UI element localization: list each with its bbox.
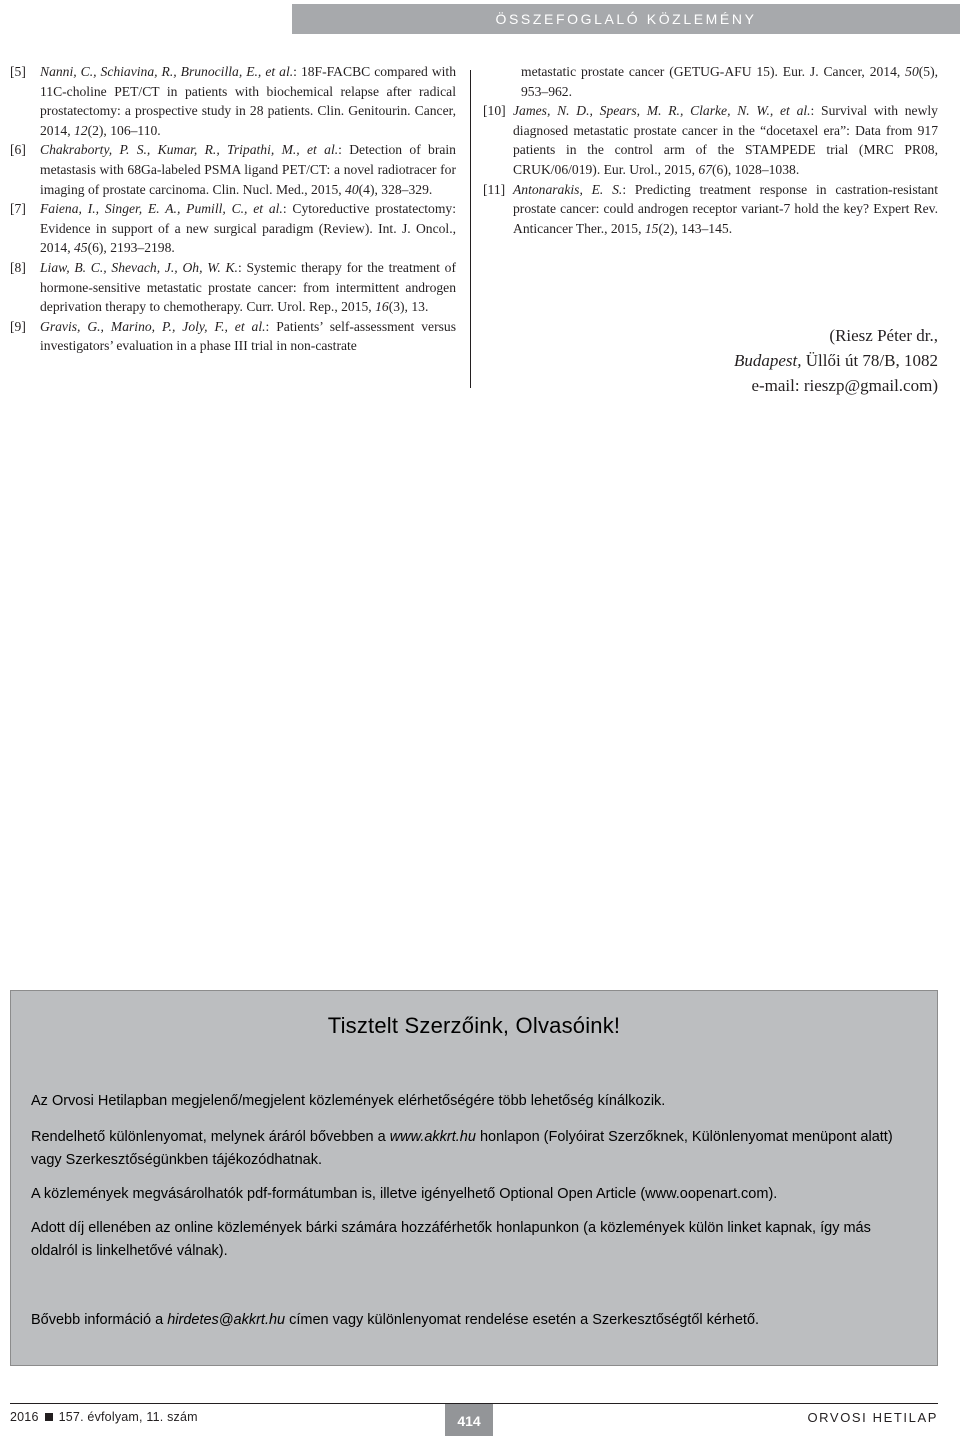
address-city: Budapest, bbox=[733, 351, 802, 370]
notice-paragraph: Adott díj ellenében az online közlemények bárki számára hozzáférhetők honlapunkon (a közlemények külön linket kapnak, így más oldalról is linkelhetővé válnak). bbox=[31, 1220, 871, 1259]
reference-item bbox=[483, 180, 938, 239]
author-name: (Riesz Péter dr., bbox=[829, 326, 938, 345]
reference-volume: 40 bbox=[345, 181, 359, 197]
reference-item bbox=[10, 199, 456, 258]
author-postal-address bbox=[734, 348, 938, 373]
reference-number: [8] bbox=[10, 259, 26, 275]
footer-volume: 157. évfolyam, 11. szám bbox=[58, 1410, 198, 1424]
reference-text: : 18F-FACBC compared with 11C-choline PET/CT in patients with biochemical relapse after radical prostatectomy: a prospective study in 28 patients. Clin. Genitourin. Cancer, 2014, bbox=[40, 64, 456, 138]
reference-number: [11] bbox=[483, 181, 506, 197]
hirdetes-email-link[interactable]: hirdetes@akkrt.hu bbox=[167, 1312, 286, 1328]
reference-volume: 45 bbox=[73, 240, 88, 256]
address-street: Üllői út 78/B, 1082 bbox=[801, 351, 938, 370]
notice-text: honlapon (Folyóirat Szerzőknek, Különlenyomat menüpont alatt) vagy Szerkesztőségünkben tájékozódhatnak. bbox=[31, 1129, 893, 1168]
reference-text: : Patients’ self-assessment versus investigators’ evaluation in a phase III trial in non-castrate bbox=[40, 318, 456, 354]
reference-authors: Antonarakis, E. S. bbox=[513, 181, 623, 197]
reference-item bbox=[10, 140, 456, 199]
square-bullet-icon bbox=[45, 1413, 53, 1421]
reference-text: : Cytoreductive prostatectomy: Evidence in support of a new surgical paradigm (Review). Int. J. Oncol., 2014, bbox=[40, 201, 456, 256]
section-header: ÖSSZEFOGLALÓ KÖZLEMÉNY bbox=[292, 4, 960, 34]
reference-pages: (4), 328–329. bbox=[358, 181, 433, 197]
footer-year: 2016 bbox=[10, 1410, 39, 1424]
reference-text: : Systemic therapy for the treatment of hormone-sensitive metastatic prostate cancer: from intermittent androgen deprivation therapy to chemotherapy. Curr. Urol. Rep., 2015, bbox=[40, 259, 456, 315]
reference-pages: (5), 953–962. bbox=[521, 64, 938, 99]
notice-text: címen vagy különlenyomat rendelése esetén a Szerkesztőségtől kérhető. bbox=[285, 1312, 760, 1328]
journal-name: ORVOSI HETILAP bbox=[807, 1410, 938, 1425]
notice-paragraph bbox=[31, 1309, 917, 1332]
reference-text: metastatic prostate cancer (GETUG-AFU 15). Eur. J. Cancer, 2014, bbox=[521, 64, 906, 79]
reference-volume: 16 bbox=[375, 299, 389, 315]
reference-number: [10] bbox=[483, 103, 506, 119]
reference-item bbox=[10, 317, 456, 356]
notice-paragraph bbox=[31, 1126, 917, 1172]
footer-issue-info bbox=[10, 1410, 198, 1424]
notice-title: Tisztelt Szerzőink, Olvasóink! bbox=[327, 1013, 621, 1038]
reference-item bbox=[10, 62, 456, 140]
reference-authors: Faiena, I., Singer, E. A., Pumill, C., et al. bbox=[40, 201, 283, 217]
reference-list-left bbox=[10, 62, 456, 356]
reference-authors: Nanni, C., Schiavina, R., Brunocilla, E., et al. bbox=[40, 64, 294, 79]
reader-notice-box bbox=[10, 990, 938, 1366]
reference-text: : Predicting treatment response in castration-resistant prostate cancer: could androgen receptor variant-7 hold the key? Expert Rev. Anticancer Ther., 2015, bbox=[513, 181, 938, 236]
reference-number: [5] bbox=[10, 64, 26, 79]
akkrt-link[interactable]: www.akkrt.hu bbox=[389, 1129, 476, 1145]
reference-pages: (3), 13. bbox=[388, 299, 429, 315]
reference-volume: 50 bbox=[905, 64, 919, 79]
reference-pages: (2), 106–110. bbox=[87, 122, 161, 138]
reference-authors: Chakraborty, P. S., Kumar, R., Tripathi, M., et al. bbox=[40, 142, 339, 158]
notice-paragraph: Az Orvosi Hetilapban megjelenő/megjelent közlemények elérhetőségére több lehetőség kínálkozik. bbox=[31, 1093, 666, 1109]
reference-continuation bbox=[483, 62, 938, 101]
reference-volume: 15 bbox=[644, 220, 659, 236]
reference-authors: James, N. D., Spears, M. R., Clarke, N. W., et al. bbox=[513, 103, 811, 119]
author-email[interactable]: e-mail: rieszp@gmail.com) bbox=[751, 376, 938, 395]
reference-volume: 67 bbox=[698, 161, 712, 177]
column-divider bbox=[470, 70, 471, 388]
author-address bbox=[734, 323, 938, 398]
reference-item bbox=[10, 258, 456, 317]
reference-pages: (6), 2193–2198. bbox=[87, 240, 175, 256]
notice-text: Bővebb információ a bbox=[31, 1312, 168, 1328]
reference-number: [7] bbox=[10, 201, 26, 217]
reference-pages: (6), 1028–1038. bbox=[712, 161, 800, 177]
reference-pages: (2), 143–145. bbox=[658, 220, 733, 236]
reference-number: [9] bbox=[10, 318, 26, 334]
notice-paragraph: A közlemények megvásárolhatók pdf-formátumban is, illetve igényelhető Optional Open Article (www.oopenart.com). bbox=[31, 1186, 778, 1202]
reference-text: : Survival with newly diagnosed metastatic prostate cancer in the “docetaxel era”: Data from 917 patients in the control arm of the STAMPEDE trial (MRC PR08, CRUK/06/019). Eur. Urol., 2015, bbox=[513, 103, 938, 177]
reference-volume: 12 bbox=[73, 122, 88, 138]
reference-text: : Detection of brain metastasis with 68Ga-labeled PSMA ligand PET/CT: a novel radiotracer for imaging of prostate carcinoma. Clin. Nucl. Med., 2015, bbox=[40, 142, 456, 197]
reference-number: [6] bbox=[10, 142, 26, 158]
reference-item bbox=[483, 101, 938, 179]
reference-authors: Gravis, G., Marino, P., Joly, F., et al. bbox=[40, 318, 266, 334]
notice-text: Rendelhető különlenyomat, melynek áráról bővebben a bbox=[31, 1129, 390, 1145]
reference-authors: Liaw, B. C., Shevach, J., Oh, W. K. bbox=[40, 259, 238, 275]
reference-list-right bbox=[483, 62, 938, 238]
page-number: 414 bbox=[445, 1404, 493, 1436]
